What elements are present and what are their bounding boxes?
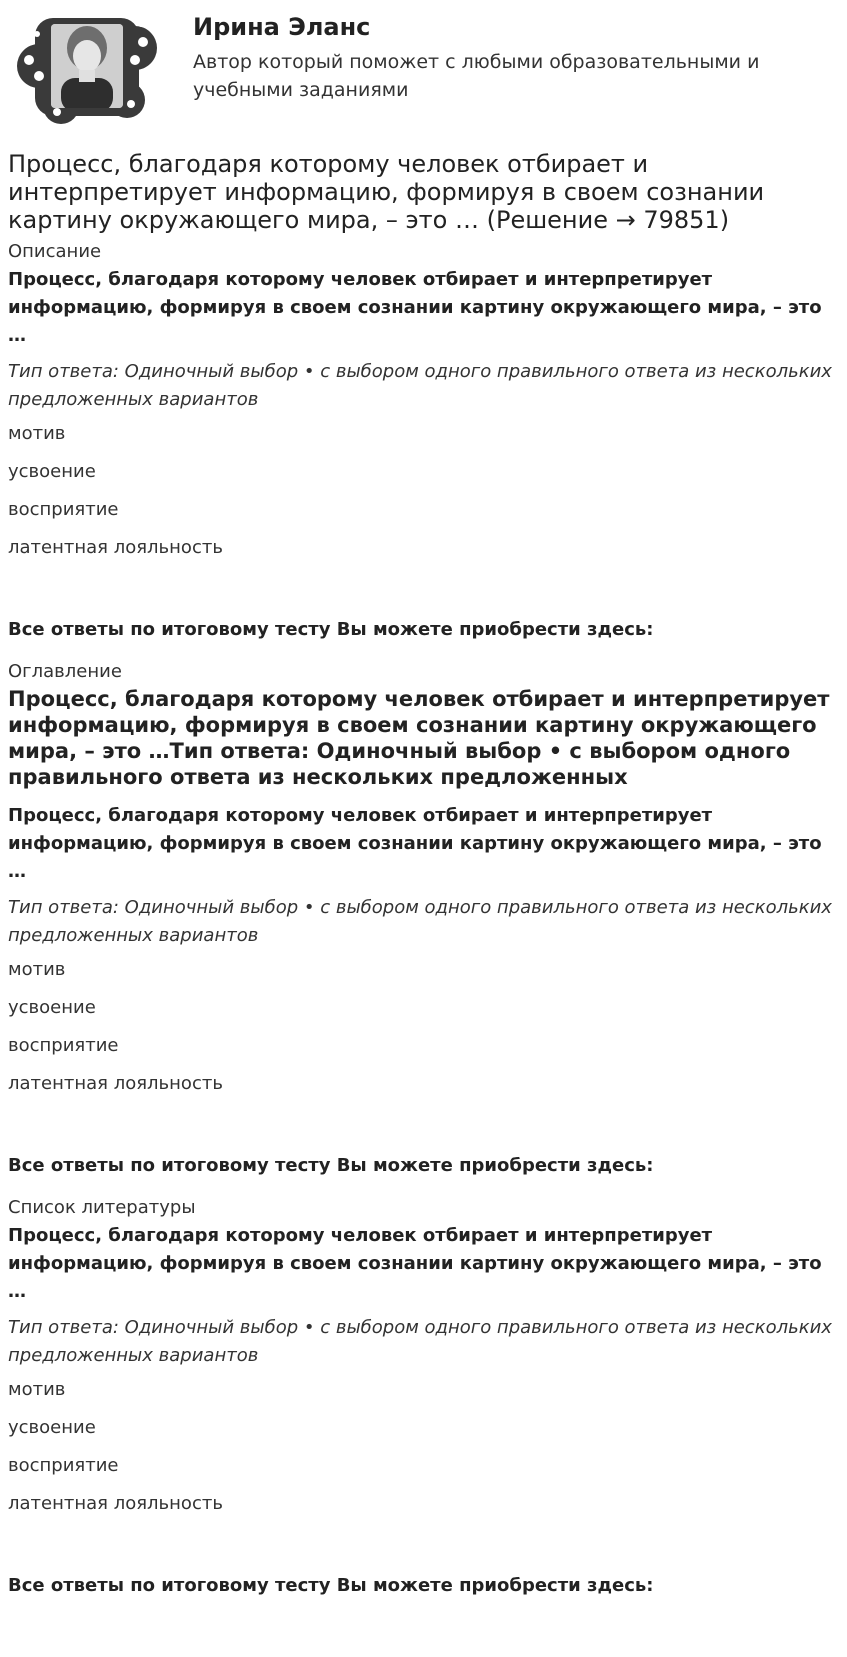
answer-option: усвоение	[8, 461, 96, 482]
answer-option: латентная лояльность	[8, 1073, 223, 1094]
author-description: Автор который поможет с любыми образовательными и учебными заданиями	[193, 51, 760, 101]
buy-answers-text: Все ответы по итоговому тесту Вы можете приобрести здесь:	[8, 619, 654, 640]
answer-option: латентная лояльность	[8, 1493, 223, 1514]
answer-option: латентная лояльность	[8, 537, 223, 558]
answer-option: мотив	[8, 959, 66, 980]
buy-answers-text: Все ответы по итоговому тесту Вы можете приобрести здесь:	[8, 1575, 654, 1596]
answer-type: Тип ответа: Одиночный выбор • с выбором одного правильного ответа из нескольких предложенных вариантов	[8, 897, 832, 946]
page-title: Процесс, благодаря которому человек отбирает и интерпретирует информацию, формируя в своем сознании картину окружающего мира, – это … (Решение → 79851)	[8, 150, 765, 234]
answer-option: усвоение	[8, 1417, 96, 1438]
question-text: Процесс, благодаря которому человек отбирает и интерпретирует информацию, формируя в своем сознании картину окружающего мира, – это …	[8, 1225, 822, 1302]
author-card	[8, 0, 839, 128]
answer-type: Тип ответа: Одиночный выбор • с выбором одного правильного ответа из нескольких предложенных вариантов	[8, 1317, 832, 1366]
toc-section	[8, 660, 839, 1178]
answer-option: мотив	[8, 1379, 66, 1400]
section-label-description: Описание	[8, 241, 102, 262]
section-label-toc: Оглавление	[8, 661, 122, 682]
literature-section	[8, 1196, 839, 1598]
answer-type: Тип ответа: Одиночный выбор • с выбором одного правильного ответа из нескольких предложенных вариантов	[8, 361, 832, 410]
answer-option: усвоение	[8, 997, 96, 1018]
answer-option: восприятие	[8, 1035, 119, 1056]
author-name[interactable]: Ирина Эланс	[193, 13, 371, 41]
buy-answers-text: Все ответы по итоговому тесту Вы можете приобрести здесь:	[8, 1155, 654, 1176]
question-text: Процесс, благодаря которому человек отбирает и интерпретирует информацию, формируя в своем сознании картину окружающего мира, – это …	[8, 805, 822, 882]
toc-heading: Процесс, благодаря которому человек отбирает и интерпретирует информацию, формируя в своем сознании картину окружающего мира, – это …Тип ответа: Одиночный выбор • с выбором одного правильного ответа из нескольких предложенных	[8, 687, 830, 789]
description-section	[8, 240, 839, 642]
answer-option: восприятие	[8, 499, 119, 520]
answer-option: восприятие	[8, 1455, 119, 1476]
question-text: Процесс, благодаря которому человек отбирает и интерпретирует информацию, формируя в своем сознании картину окружающего мира, – это …	[8, 269, 822, 346]
author-avatar	[17, 8, 157, 126]
answer-option: мотив	[8, 423, 66, 444]
section-label-literature: Список литературы	[8, 1197, 196, 1218]
